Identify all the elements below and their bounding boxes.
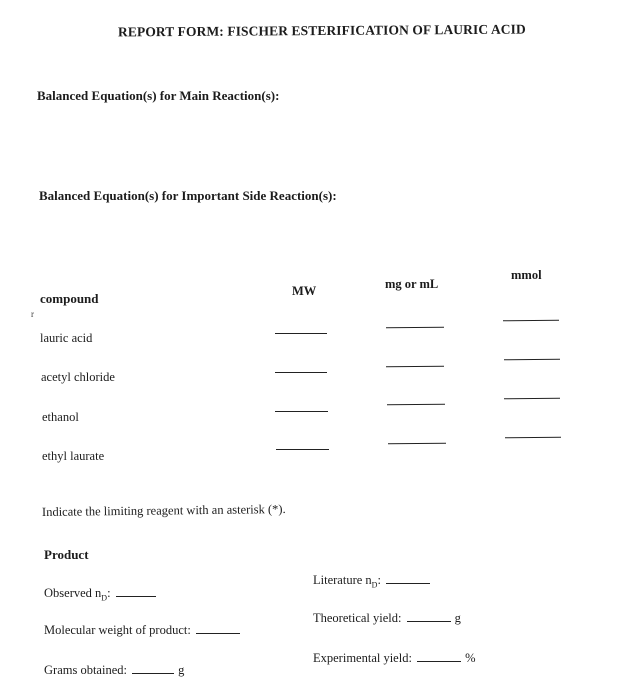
molecular-weight-field [44,623,240,638]
experimental-yield-unit: % [465,651,476,665]
experimental-yield-label: Experimental yield: [313,651,412,665]
molecular-weight-label: Molecular weight of product: [44,623,191,637]
compound-row-lauric-acid: lauric acid [40,331,93,345]
experimental-yield-blank[interactable] [417,652,461,662]
grams-obtained-blank[interactable] [132,664,174,674]
compound-row-acetyl-chloride: acetyl chloride [41,370,115,384]
mmol-blank-line[interactable] [503,320,559,322]
column-header-mw: MW [292,284,317,298]
mmol-blank-line[interactable] [504,359,560,361]
theoretical-yield-field [313,611,461,626]
mmol-blank-line[interactable] [504,398,560,400]
observed-nd-subscript: D [101,593,108,603]
compound-row-ethyl-laurate: ethyl laurate [42,449,105,463]
mw-blank-line[interactable] [275,372,327,373]
observed-nd-field [44,586,156,603]
page-title: REPORT FORM: FISCHER ESTERIFICATION OF LAURIC ACID [117,21,526,40]
grams-obtained-unit: g [178,663,185,677]
literature-nd-field [313,573,430,590]
main-reaction-label: Balanced Equation(s) for Main Reaction(s): [37,88,280,103]
mw-blank-line[interactable] [276,449,329,450]
literature-nd-suffix: : [377,573,381,587]
side-reaction-label: Balanced Equation(s) for Important Side Reaction(s): [39,188,337,203]
column-header-mg-or-ml: mg or mL [385,277,439,291]
literature-nd-blank[interactable] [386,574,430,584]
experimental-yield-field [313,651,475,666]
amount-blank-line[interactable] [386,327,444,329]
literature-nd-subscript: D [371,580,378,590]
compound-row-ethanol: ethanol [42,410,79,424]
observed-nd-suffix: : [107,586,111,600]
mw-blank-line[interactable] [275,411,328,412]
observed-nd-blank[interactable] [116,587,156,597]
molecular-weight-blank[interactable] [196,624,240,634]
grams-obtained-label: Grams obtained: [44,663,127,677]
limiting-reagent-note: Indicate the limiting reagent with an asterisk (*). [41,502,286,519]
theoretical-yield-unit: g [454,611,461,625]
literature-nd-label: Literature n [313,573,372,587]
observed-nd-label: Observed n [44,586,102,600]
mw-blank-line[interactable] [275,333,327,334]
amount-blank-line[interactable] [386,366,444,368]
amount-blank-line[interactable] [388,443,446,445]
theoretical-yield-blank[interactable] [407,612,451,622]
compound-header: compound [40,291,99,306]
column-header-mmol: mmol [511,268,542,282]
amount-blank-line[interactable] [387,404,445,406]
grams-obtained-field [44,663,184,678]
product-header: Product [44,547,89,562]
stray-mark: r [31,309,34,319]
theoretical-yield-label: Theoretical yield: [313,611,402,625]
mmol-blank-line[interactable] [505,437,561,439]
